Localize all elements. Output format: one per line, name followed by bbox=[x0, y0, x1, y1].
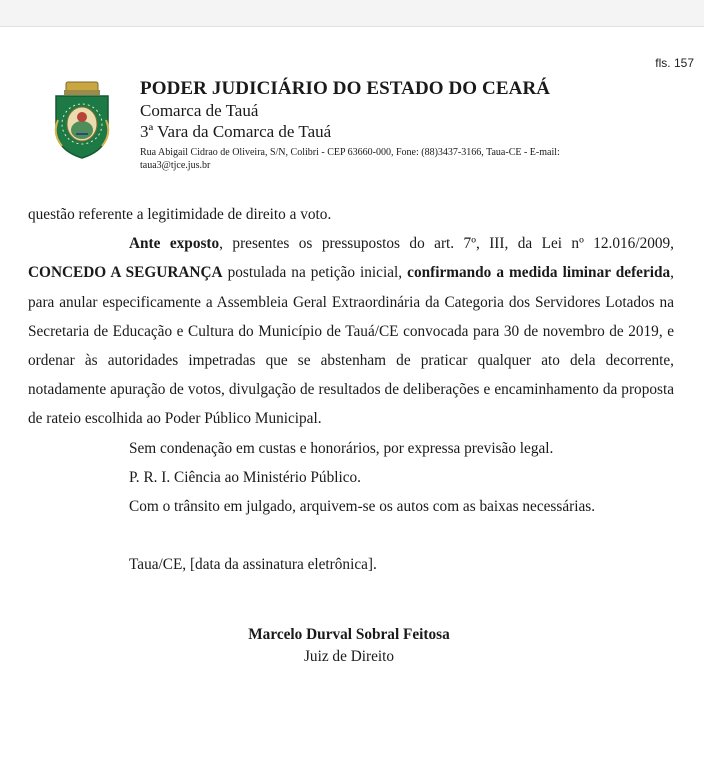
paragraph-4: P. R. I. Ciência ao Ministério Público. bbox=[129, 468, 361, 486]
text-segment-b: postulada na petição inicial, bbox=[222, 264, 408, 282]
viewer-top-bar bbox=[0, 0, 704, 27]
court-header bbox=[140, 78, 680, 172]
paragraph-2 bbox=[28, 229, 674, 433]
judge-name: Marcelo Durval Sobral Feitosa bbox=[248, 626, 450, 643]
bold-ante-exposto: Ante exposto bbox=[129, 235, 220, 253]
ceara-coat-of-arms-icon bbox=[50, 80, 114, 160]
paragraph-5: Com o trânsito em julgado, arquivem-se os autos com as baixas necessárias. bbox=[129, 498, 596, 516]
court-address bbox=[140, 146, 680, 172]
text-segment-c: , para anular especificamente a Assembleia Geral Extraordinária da Categoria dos Servidores Lotados na Secretaria de Educação e Cultura do Município de Tauá/CE convocada para 30 de novembro de 2019, e ordenar às autoridades impetradas que se abstenham de praticar qualquer ato dela decorrente, notadamente apuração de votos, divulgação de resultados de deliberações e encaminhamento da proposta de rateio escolhida ao Poder Público Municipal. bbox=[28, 264, 674, 428]
decision-body bbox=[28, 200, 674, 579]
place-date-line: Taua/CE, [data da assinatura eletrônica]. bbox=[129, 556, 377, 574]
court-email: taua3@tjce.jus.br bbox=[140, 160, 211, 171]
bold-liminar-deferida: confirmando a medida liminar deferida bbox=[407, 264, 671, 282]
paragraph-1: questão referente a legitimidade de direito a voto. bbox=[28, 206, 332, 223]
bold-concedo-seguranca: CONCEDO A SEGURANÇA bbox=[28, 264, 223, 282]
folio-number: fls. 157 bbox=[655, 56, 694, 70]
text-segment-a: , presentes os pressupostos do art. 7º, III, da Lei nº 12.016/2009, bbox=[219, 235, 674, 253]
paragraph-3: Sem condenação em custas e honorários, por expressa previsão legal. bbox=[129, 439, 554, 457]
vara-name: 3ª Vara da Comarca de Tauá bbox=[140, 122, 332, 141]
court-title: PODER JUDICIÁRIO DO ESTADO DO CEARÁ bbox=[140, 78, 551, 99]
court-address-line-1: Rua Abigail Cidrao de Oliveira, S/N, Colibri - CEP 63660-000, Fone: (88)3437-3166, Taua-CE - E-mail: bbox=[140, 147, 560, 158]
judge-role: Juiz de Direito bbox=[303, 648, 395, 665]
comarca-name: Comarca de Tauá bbox=[140, 101, 259, 120]
spacer bbox=[28, 521, 674, 550]
